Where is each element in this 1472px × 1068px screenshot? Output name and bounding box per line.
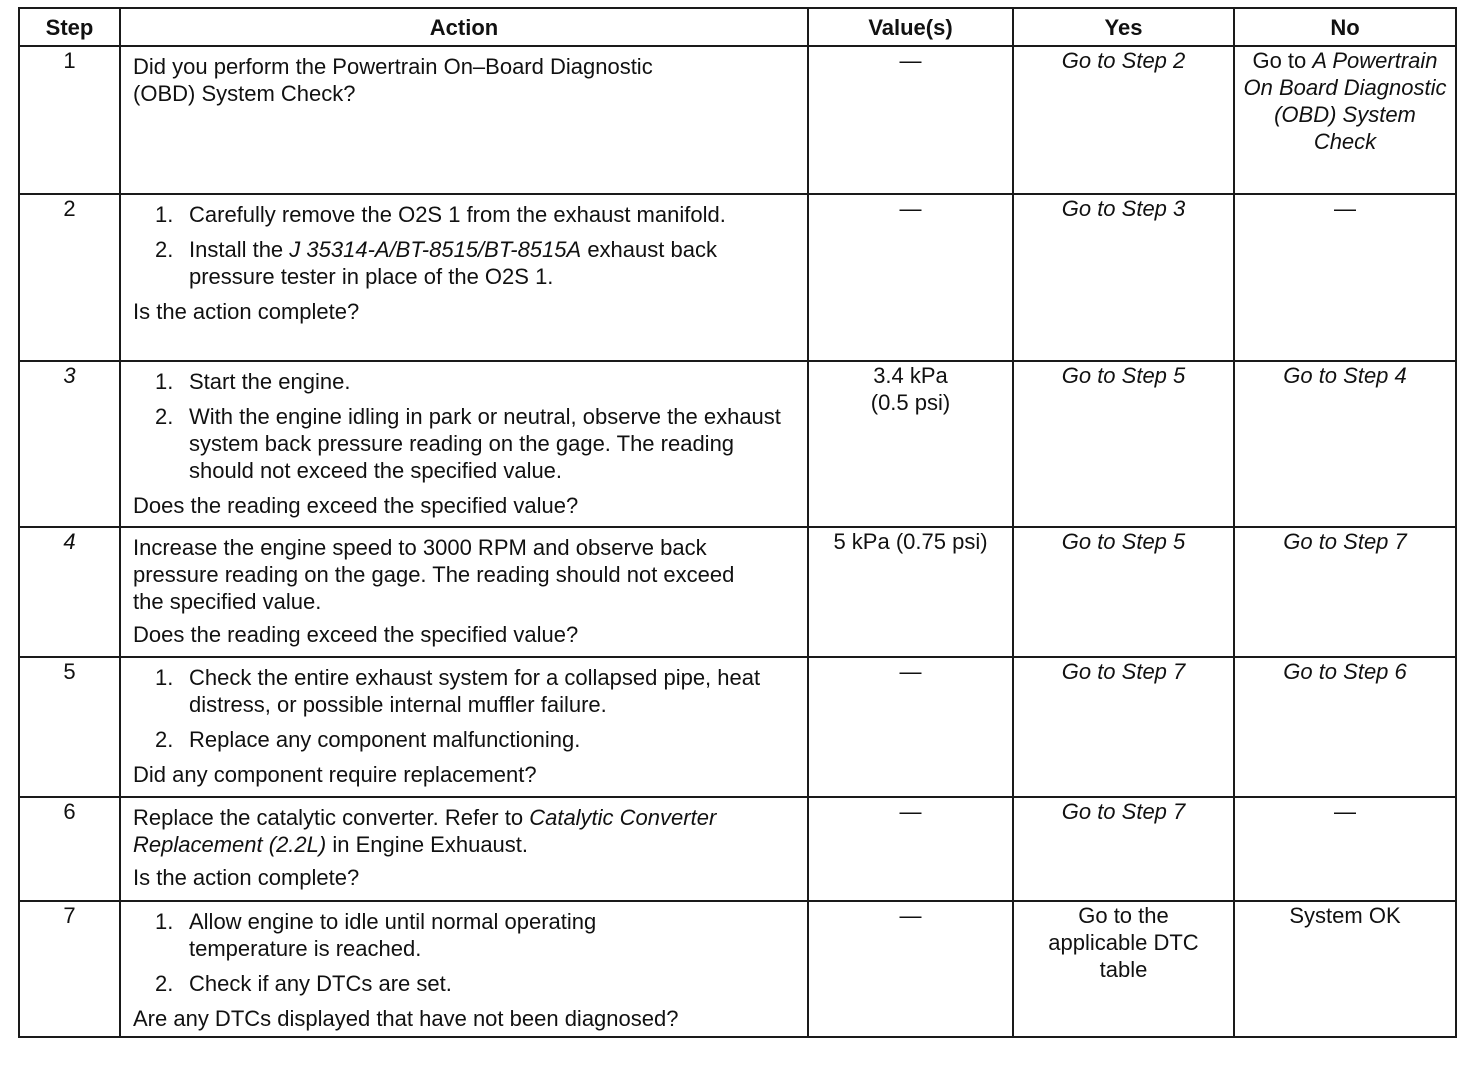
- list-item: [133, 201, 737, 228]
- item-text: Replace any component malfunctioning.: [189, 727, 581, 752]
- procedure-reference: Catalytic Converter Replacement (2.2L): [133, 805, 717, 857]
- action-question: Are any DTCs displayed that have not been diagnosed?: [133, 1006, 679, 1031]
- list-item: [133, 664, 797, 718]
- action-cell: [120, 527, 808, 657]
- no-cell: [1234, 901, 1456, 1037]
- list-item: [133, 403, 797, 484]
- action-question: Does the reading exceed the specified value?: [133, 622, 579, 647]
- step-number: 1: [19, 46, 120, 194]
- header-yes: Yes: [1013, 8, 1234, 46]
- action-question: Did any component require replacement?: [133, 762, 537, 787]
- no-cell: [1234, 46, 1456, 194]
- action-cell: [120, 657, 808, 797]
- table-row: [19, 797, 1456, 901]
- item-number: 1.: [155, 369, 174, 394]
- action-cell: [120, 901, 808, 1037]
- table-row: [19, 361, 1456, 527]
- step-number: 4: [19, 527, 120, 657]
- value-line: 3.4 kPa: [873, 363, 948, 388]
- action-intro: [133, 804, 727, 858]
- step-number: 5: [19, 657, 120, 797]
- table-row: [19, 46, 1456, 194]
- item-number: 2.: [155, 727, 174, 752]
- no-cell: [1234, 657, 1456, 797]
- yes-text: Go to Step 5: [1061, 363, 1186, 388]
- yes-cell: [1013, 901, 1234, 1037]
- action-cell: [120, 46, 808, 194]
- item-number: 1.: [155, 202, 174, 227]
- table-row: [19, 194, 1456, 361]
- header-step: Step: [19, 8, 120, 46]
- item-number: 1.: [155, 909, 174, 934]
- action-steps: [133, 908, 707, 997]
- header-action: Action: [120, 8, 808, 46]
- yes-text: Go to Step 2: [1061, 48, 1186, 73]
- value-cell: —: [808, 46, 1013, 194]
- step-number: 3: [19, 361, 120, 527]
- intro-text: in Engine Exhuaust.: [326, 832, 529, 857]
- header-no: No: [1234, 8, 1456, 46]
- no-text: Go to Step 6: [1283, 659, 1407, 684]
- yes-cell: [1013, 361, 1234, 527]
- action-intro: Did you perform the Powertrain On–Board Diagnostic (OBD) System Check?: [133, 54, 653, 106]
- yes-text: Go to the applicable DTC table: [1048, 903, 1199, 982]
- no-cell: [1234, 361, 1456, 527]
- yes-cell: [1013, 527, 1234, 657]
- value-cell: —: [808, 657, 1013, 797]
- item-text: Check the entire exhaust system for a collapsed pipe, heat distress, or possible internal muffler failure.: [189, 665, 761, 717]
- no-text-plain: Go to: [1252, 48, 1313, 73]
- yes-cell: [1013, 657, 1234, 797]
- item-number: 1.: [155, 665, 174, 690]
- action-cell: [120, 797, 808, 901]
- item-number: 2.: [155, 404, 174, 429]
- yes-text: Go to Step 3: [1061, 196, 1186, 221]
- no-text-italic: A Powertrain On Board Diagnostic (OBD) System Check: [1243, 48, 1447, 154]
- no-text: Go to Step 7: [1283, 529, 1407, 554]
- table-row: [19, 527, 1456, 657]
- no-text: System OK: [1289, 903, 1401, 928]
- item-text: Check if any DTCs are set.: [189, 971, 452, 996]
- list-item: [133, 970, 707, 997]
- item-text: Allow engine to idle until normal operating temperature is reached.: [189, 909, 597, 961]
- action-cell: [120, 194, 808, 361]
- yes-text: Go to Step 7: [1061, 659, 1186, 684]
- action-question: Is the action complete?: [133, 865, 360, 890]
- value-cell: [808, 361, 1013, 527]
- action-question: Is the action complete?: [133, 299, 360, 324]
- no-cell: [1234, 527, 1456, 657]
- step-number: 2: [19, 194, 120, 361]
- action-steps: [133, 201, 737, 290]
- action-question: Does the reading exceed the specified value?: [133, 493, 579, 518]
- table-header-row: [19, 8, 1456, 46]
- yes-cell: [1013, 194, 1234, 361]
- no-text: Go to Step 4: [1283, 363, 1407, 388]
- table-row: [19, 657, 1456, 797]
- item-text: exhaust back pressure tester in place of the O2S 1.: [189, 237, 717, 289]
- action-intro: Increase the engine speed to 3000 RPM and observe back pressure reading on the gage. The reading should not exceed the specified value.: [133, 535, 735, 614]
- action-steps: [133, 368, 797, 484]
- yes-text: Go to Step 7: [1061, 799, 1186, 824]
- step-number: 6: [19, 797, 120, 901]
- item-text: Install the: [189, 237, 290, 262]
- action-cell: [120, 361, 808, 527]
- value-cell: 5 kPa (0.75 psi): [808, 527, 1013, 657]
- action-steps: [133, 664, 797, 753]
- item-text: Start the engine.: [189, 369, 351, 394]
- yes-text: Go to Step 5: [1061, 529, 1186, 554]
- item-number: 2.: [155, 237, 174, 262]
- no-cell: —: [1234, 194, 1456, 361]
- tool-reference: J 35314-A/BT-8515/BT-8515A: [289, 237, 582, 262]
- list-item: [133, 726, 797, 753]
- header-values: Value(s): [808, 8, 1013, 46]
- intro-text: Replace the catalytic converter. Refer to: [133, 805, 530, 830]
- value-cell: —: [808, 194, 1013, 361]
- diagnostic-table: [18, 7, 1457, 1038]
- item-text: With the engine idling in park or neutral, observe the exhaust system back pressure reading on the gage. The reading should not exceed the specified value.: [189, 404, 781, 483]
- table-row: [19, 901, 1456, 1037]
- item-text: Carefully remove the O2S 1 from the exhaust manifold.: [189, 202, 726, 227]
- value-line: (0.5 psi): [870, 390, 951, 415]
- list-item: [133, 368, 797, 395]
- value-cell: —: [808, 797, 1013, 901]
- value-cell: —: [808, 901, 1013, 1037]
- yes-cell: [1013, 46, 1234, 194]
- yes-cell: [1013, 797, 1234, 901]
- list-item: [133, 908, 707, 962]
- step-number: 7: [19, 901, 120, 1037]
- item-number: 2.: [155, 971, 174, 996]
- no-cell: —: [1234, 797, 1456, 901]
- list-item: [133, 236, 737, 290]
